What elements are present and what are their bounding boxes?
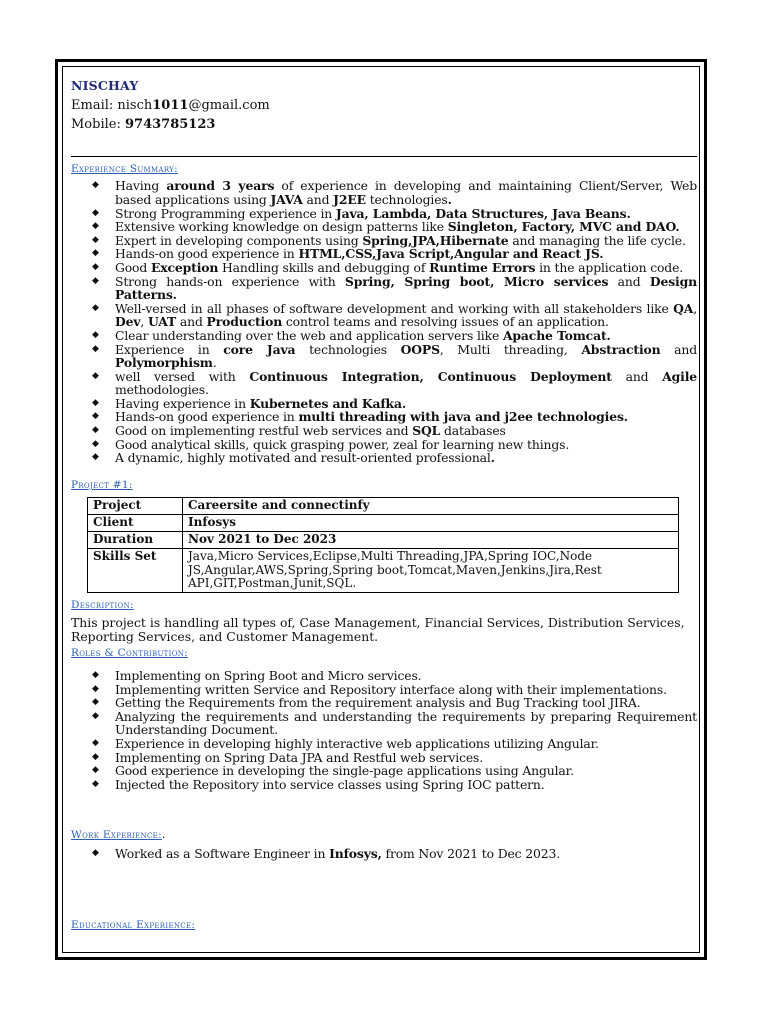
role-item [92,735,697,751]
bullet-icon: ◆ [92,248,99,259]
roles-heading: Roles & Contribution: [71,647,189,660]
project-1-table [87,497,679,593]
role-text: Getting the Requirements from the requirement analysis and Bug Tracking tool JIRA. [115,695,641,711]
text-run: technologies [295,341,401,357]
row-value: Infosys [183,515,679,532]
description-heading: Description: [71,599,134,612]
bullet-icon: ◆ [92,697,99,708]
text-run: , [693,300,697,316]
experience-summary-item [92,259,697,275]
experience-summary-item [92,205,697,221]
experience-summary-item [92,246,697,262]
experience-summary-item [92,409,697,425]
role-text: Injected the Repository into service classes using Spring IOC pattern. [115,776,545,792]
text-run: Extensive working knowledge on design patterns like [115,219,448,235]
table-row [88,515,679,532]
project-1-heading: Project #1: [71,478,133,491]
row-value: Nov 2021 to Dec 2023 [183,532,679,549]
text-run: , Multi threading, [439,341,582,357]
text-run: Design Patterns. [115,273,697,303]
row-key: Project [88,498,183,515]
text-run: J2EE [333,191,366,207]
bullet-icon: ◆ [92,452,99,463]
work-experience-item [92,845,697,861]
work-experience-heading-line [71,827,697,843]
candidate-name: NISCHAY [71,78,139,93]
text-run: Singleton, Factory, MVC and DAO. [447,219,680,235]
work-experience-list [71,847,697,861]
role-item [92,749,697,765]
bullet-icon: ◆ [92,670,99,680]
text-run: and managing the life cycle. [508,232,686,248]
row-key: Skills Set [88,548,183,592]
educational-experience-heading: Educational Experience: [71,918,196,931]
bullet-icon: ◆ [92,207,99,218]
text-run: SQL [412,423,441,439]
text-run: Kubernetes and Kafka. [249,395,407,411]
role-text: Experience in developing highly interactive web applications utilizing Angular. [115,735,599,751]
text-run: and [608,273,650,289]
row-key: Client [88,515,183,532]
mobile-number: 9743785123 [124,117,216,133]
bullet-icon: ◆ [92,737,99,748]
text-run: Good analytical skills, quick grasping power, zeal for learning new things. [115,436,570,452]
row-value: Java,Micro Services,Eclipse,Multi Threading,JPA,Spring IOC,Node JS,Angular,AWS,Spring,Spring boot,Tomcat,Maven,Jenkins,Jira,Rest API,GIT,Postman,Junit,SQL. [183,548,679,592]
experience-summary-item [92,450,697,466]
role-text: Analyzing the requirements and understanding the requirements by preparing Requirement Understanding Document. [115,708,697,738]
text-run: QA [673,300,694,316]
experience-summary-item [92,436,697,452]
experience-summary-item [92,341,697,371]
experience-summary-item [92,232,697,248]
mobile-label: Mobile: [71,117,125,133]
text-run: Experience in [115,341,224,357]
experience-summary-item [92,300,697,330]
text-run: technologies [365,191,448,207]
text-run: control teams and resolving issues of an application. [282,314,609,330]
bullet-icon: ◆ [92,751,99,762]
work-experience-heading-suffix: . [161,828,166,842]
experience-summary-item [92,395,697,411]
text-run: Spring,JPA,Hibernate [362,232,509,248]
text-run: , [140,314,148,330]
mobile-line [71,118,697,132]
table-row [88,498,679,515]
text-run: Clear understanding over the web and application servers like [115,327,503,343]
bullet-icon: ◆ [92,683,99,694]
row-value: Careersite and connectinfy [183,498,679,515]
bullet-icon: ◆ [92,847,99,858]
bullet-icon: ◆ [92,275,99,286]
text-run: Good [115,259,151,275]
email-bold-part: 1011 [152,97,189,113]
work-experience-heading: Work Experience: [71,829,162,842]
role-item [92,681,697,697]
text-run: Expert in developing components using [115,232,363,248]
bullet-icon: ◆ [92,370,99,381]
text-run: methodologies. [115,382,209,398]
bullet-icon: ◆ [92,302,99,313]
text-run: A dynamic, highly motivated and result-oriented professional [115,450,491,466]
text-run: Agile [662,368,697,384]
text-run: Dev [115,314,141,330]
bullet-icon: ◆ [92,343,99,354]
experience-summary-item [92,178,697,207]
text-run: well versed with [115,368,250,384]
role-item [92,695,697,711]
text-run: and [611,368,663,384]
role-item [92,776,697,792]
role-text: Good experience in developing the single-page applications using Angular. [115,763,574,779]
text-run: Worked as a Software Engineer in [115,845,330,861]
bullet-icon: ◆ [92,180,99,191]
text-run: Java, Lambda, Data Structures, Java Beans. [335,205,631,221]
experience-summary-list [71,179,697,464]
text-run: and [660,341,697,357]
table-row [88,548,679,592]
text-run: OOPS [400,341,440,357]
text-run: Strong hands-on experience with [115,273,345,289]
text-run: Well-versed in all phases of software development and working with all stakeholders like [115,300,674,316]
bullet-icon: ◆ [92,710,99,721]
text-run: Good on implementing restful web services and [115,423,413,439]
text-run: and [302,191,334,207]
bullet-icon: ◆ [92,329,99,340]
text-run: Spring, Spring boot, Micro services [344,273,609,289]
email-label: Email: nisch [71,97,153,113]
text-run: Hands-on good experience in [115,409,299,425]
table-row [88,532,679,549]
bullet-icon: ◆ [92,411,99,422]
bullet-icon: ◆ [92,261,99,272]
bullet-icon: ◆ [92,221,99,232]
role-text: Implementing on Spring Boot and Micro services. [115,668,422,683]
bullet-icon: ◆ [92,778,99,789]
text-run: Polymorphism [115,355,213,371]
experience-summary-heading: Experience Summary: [71,162,178,175]
text-run: multi threading with java and j2ee technologies. [298,409,628,425]
text-run: Runtime Errors [429,259,536,275]
text-run: Continuous Integration, Continuous Deployment [249,368,612,384]
text-run: UAT [147,314,177,330]
experience-summary-item [92,368,697,398]
email-line [71,99,697,113]
text-run: Exception [150,259,219,275]
text-run: Handling skills and debugging of [218,259,430,275]
role-text: Implementing on Spring Data JPA and Restful web services. [115,749,484,765]
role-item [92,708,697,738]
text-run: HTML,CSS,Java Script,Angular and React JS. [298,246,604,262]
experience-summary-item [92,273,697,303]
role-text: Implementing written Service and Repository interface along with their implementations. [115,681,667,697]
text-run: from Nov 2021 to Dec 2023. [381,845,560,861]
text-run: databases [440,423,506,439]
text-run: Apache Tomcat. [502,327,611,343]
text-run: Having experience in [115,395,250,411]
bullet-icon: ◆ [92,765,99,776]
role-item [92,763,697,779]
bullet-icon: ◆ [92,438,99,449]
bullet-icon: ◆ [92,425,99,436]
text-run: Infosys, [329,845,382,861]
text-run: of experience in developing and maintaining Client/Server, Web based applications using [115,178,697,207]
bullet-icon: ◆ [92,234,99,245]
header-divider [71,156,697,157]
experience-summary-item [92,219,697,235]
text-run: core Java [223,341,296,357]
role-item [92,668,697,683]
text-run: Production [206,314,283,330]
description-text: This project is handling all types of, Case Management, Financial Services, Distribution Services, Reporting Services, and Customer Management. [71,614,685,644]
text-run: Abstraction [581,341,661,357]
roles-list [71,669,697,791]
experience-summary-item [92,327,697,343]
text-run: around 3 years [166,178,275,194]
text-run: . [212,355,217,371]
text-run: Hands-on good experience in [115,246,299,262]
email-rest: @gmail.com [188,97,270,113]
text-run: and [176,314,207,330]
text-run: . [447,191,452,207]
text-run: Strong Programming experience in [115,205,336,221]
text-run: . [490,450,495,466]
text-run: JAVA [270,191,303,207]
bullet-icon: ◆ [92,397,99,408]
resume-content [71,79,697,935]
text-run: in the application code. [535,259,684,275]
text-run: Having [115,178,167,194]
row-key: Duration [88,532,183,549]
experience-summary-item [92,423,697,439]
